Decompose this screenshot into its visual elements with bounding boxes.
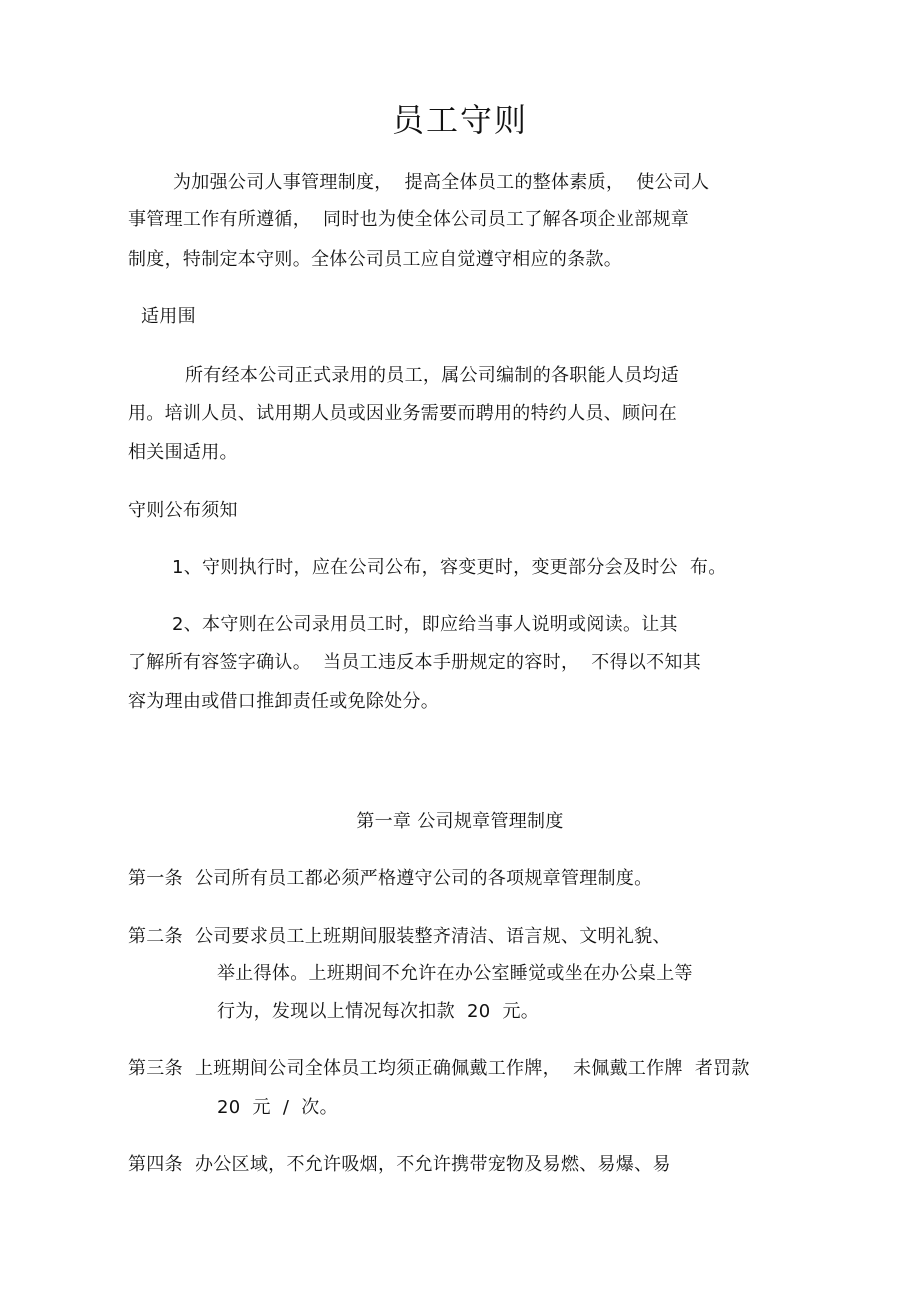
scope-line-3: 相关围适用。	[128, 442, 238, 463]
notice-item-2-line-1: 2、本守则在公司录用员工时，即应给当事人说明或阅读。让其	[172, 614, 678, 635]
notice-item-1: 1、守则执行时，应在公司公布，容变更时，变更部分会及时公 布。	[172, 557, 727, 578]
intro-line-2: 事管理工作有所遵循， 同时也为使全体公司员工了解各项企业部规章	[128, 209, 690, 230]
article-2-line-2: 举止得体。上班期间不允许在办公室睡觉或坐在办公桌上等	[217, 963, 693, 984]
article-3-line-2: 20 元 / 次。	[217, 1097, 338, 1118]
article-4: 第四条 办公区域，不允许吸烟，不允许携带宠物及易燃、易爆、易	[128, 1154, 671, 1175]
scope-line-2: 用。培训人员、试用期人员或因业务需要而聘用的特约人员、顾问在	[128, 403, 677, 424]
notice-heading: 守则公布须知	[128, 500, 238, 521]
notice-item-2-line-2: 了解所有容签字确认。 当员工违反本手册规定的容时， 不得以不知其	[128, 652, 702, 673]
intro-line-3: 制度，特制定本守则。全体公司员工应自觉遵守相应的条款。	[128, 249, 623, 270]
article-1: 第一条 公司所有员工都必须严格遵守公司的各项规章管理制度。	[128, 868, 653, 889]
scope-line-1: 所有经本公司正式录用的员工，属公司编制的各职能人员均适	[185, 365, 680, 386]
page-title: 员工守则	[391, 101, 528, 139]
intro-line-1: 为加强公司人事管理制度， 提高全体员工的整体素质， 使公司人	[173, 172, 710, 193]
scope-heading: 适用围	[141, 306, 196, 327]
article-2-line-3: 行为，发现以上情况每次扣款 20 元。	[217, 1001, 540, 1022]
article-3-line-1: 第三条 上班期间公司全体员工均须正确佩戴工作牌， 未佩戴工作牌 者罚款	[128, 1058, 750, 1079]
chapter-heading: 第一章 公司规章管理制度	[356, 811, 564, 832]
notice-item-2-line-3: 容为理由或借口推卸责任或免除处分。	[128, 691, 440, 712]
article-2-line-1: 第二条 公司要求员工上班期间服装整齐清洁、语言规、文明礼貌、	[128, 926, 671, 947]
